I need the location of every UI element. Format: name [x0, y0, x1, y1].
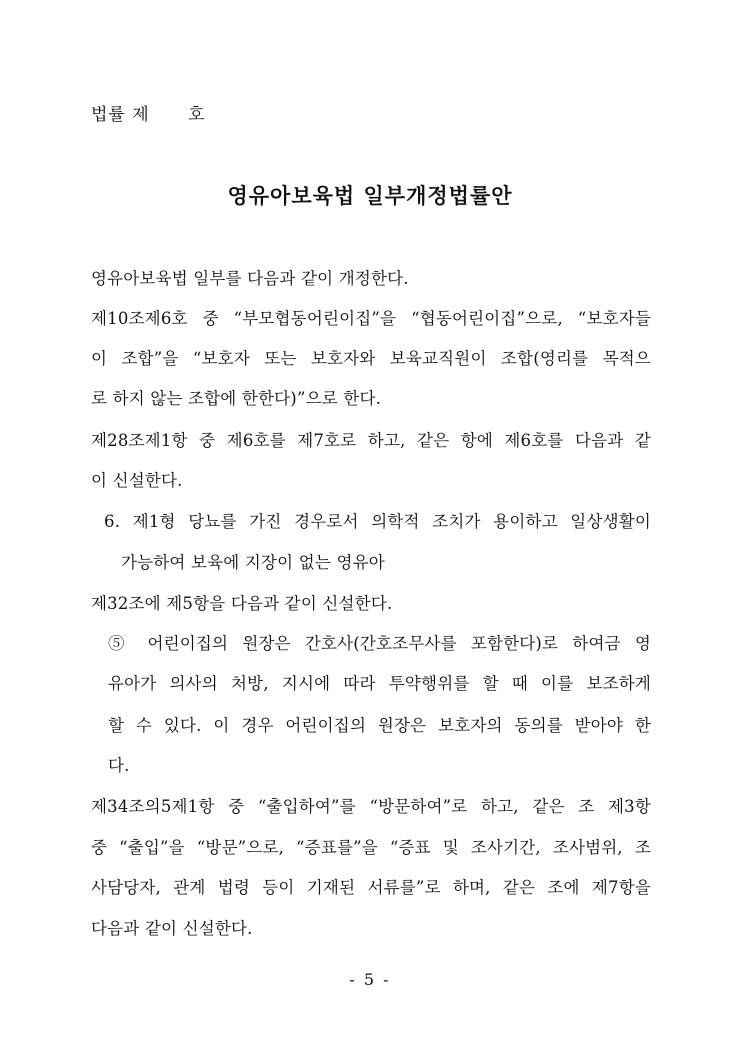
body-line: 다.: [108, 756, 130, 775]
body-line: 제32조에 제5항을 다음과 같이 신설한다.: [91, 594, 393, 613]
law-number-header: 법률 제 호: [91, 105, 206, 125]
body-line: 제34조의5제1항 중 “출입하여”를 “방문하여”로 하고, 같은 조 제3항: [91, 797, 651, 816]
body-line: 영유아보육법 일부를 다음과 같이 개정한다.: [91, 269, 409, 288]
body-line: 이 신설한다.: [91, 471, 183, 490]
body-line: 6. 제1형 당뇨를 가진 경우로서 의학적 조치가 용이하고 일상생활이: [104, 512, 651, 531]
body-line: 제28조제1항 중 제6호를 제7호로 하고, 같은 항에 제6호를 다음과 같: [91, 431, 651, 450]
page-number: - 5 -: [349, 970, 391, 989]
body-line: 제10조제6호 중 “부모협동어린이집”을 “협동어린이집”으로, “보호자들: [91, 309, 651, 328]
body-line: 유아가 의사의 처방, 지시에 따라 투약행위를 할 때 이를 보조하게: [108, 674, 652, 693]
bill-title: 영유아보육법 일부개정법률안: [227, 183, 513, 208]
body-line: ⑤ 어린이집의 원장은 간호사(간호조무사를 포함한다)로 하여금 영: [108, 634, 651, 653]
body-line: 가능하여 보육에 지장이 없는 영유아: [121, 553, 385, 572]
body-line: 사담당자, 관계 법령 등이 기재된 서류를”로 하며, 같은 조에 제7항을: [91, 878, 651, 897]
body-line: 로 하지 않는 조합에 한한다)”으로 한다.: [91, 389, 382, 408]
body-line: 중 “출입”을 “방문”으로, “증표를”을 “증표 및 조사기간, 조사범위, 조: [91, 838, 651, 857]
body-line: 다음과 같이 신설한다.: [91, 919, 253, 938]
body-line: 이 조합”을 “보호자 또는 보호자와 보육교직원이 조합(영리를 목적으: [91, 349, 651, 368]
body-line: 할 수 있다. 이 경우 어린이집의 원장은 보호자의 동의를 받아야 한: [108, 716, 651, 735]
